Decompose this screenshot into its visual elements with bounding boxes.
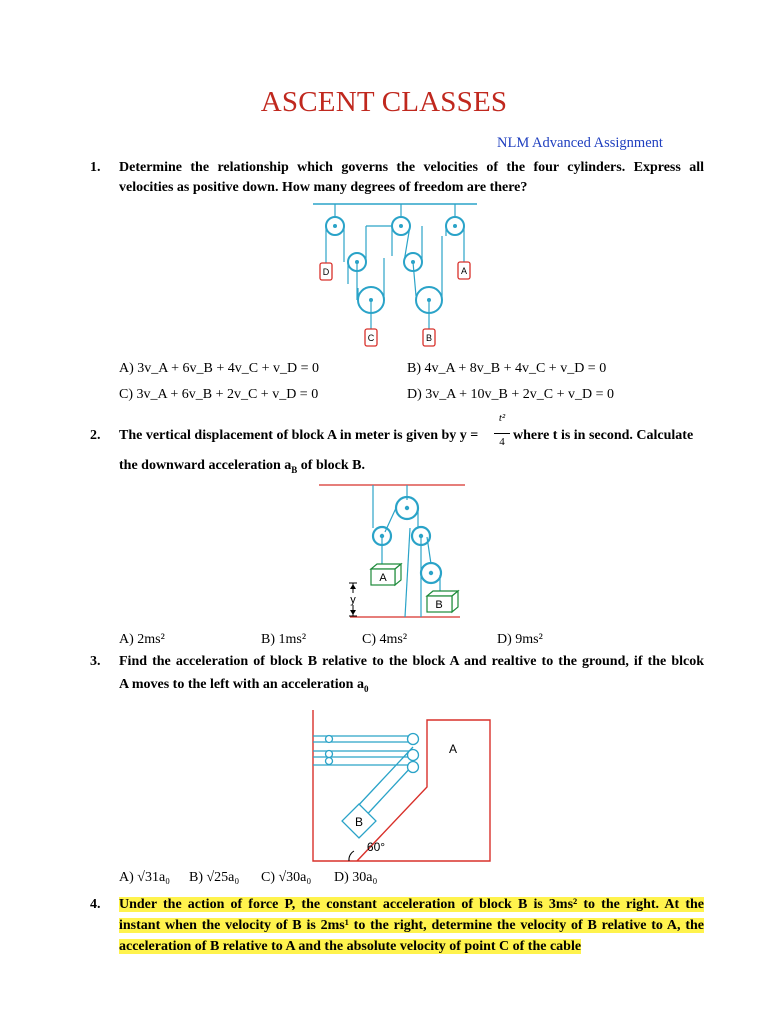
question-number: 2. bbox=[90, 428, 101, 443]
question-1-line-2: velocities as positive down. How many degrees of freedom are there? bbox=[119, 180, 528, 195]
question-2-fraction-bar bbox=[494, 433, 510, 434]
question-3-wedge-figure bbox=[305, 705, 495, 865]
question-2-line-2 bbox=[119, 456, 365, 480]
question-2-option-a: A) 2ms² bbox=[119, 632, 165, 647]
block-a-label: A bbox=[379, 572, 387, 584]
question-2-option-c: C) 4ms² bbox=[362, 632, 408, 647]
question-2-option-b: B) 1ms² bbox=[261, 632, 307, 647]
question-number: 4. bbox=[90, 897, 101, 912]
question-4-line-3: acceleration of B relative to A and the absolute velocity of point C of the cable bbox=[119, 939, 582, 954]
question-3-option-b: B) √25a₀ bbox=[189, 870, 240, 885]
question-2-pulley-figure bbox=[315, 480, 475, 628]
assignment-subtitle: NLM Advanced Assignment bbox=[497, 135, 663, 151]
question-1-line-1: Determine the relationship which governs the velocities of the four cylinders. Express all bbox=[119, 160, 704, 175]
block-label-a: A bbox=[460, 266, 468, 276]
question-2-fraction-numerator: t² bbox=[498, 412, 506, 424]
block-label-c: C bbox=[367, 333, 375, 343]
question-3-option-c: C) √30a₀ bbox=[261, 870, 312, 885]
question-3-line-2-text: A moves to the left with an acceleration a bbox=[119, 677, 364, 692]
block-a-label: A bbox=[448, 742, 458, 756]
question-number: 3. bbox=[90, 654, 101, 669]
question-2-text-part-1: The vertical displacement of block A in meter is given by y = bbox=[119, 428, 479, 443]
block-label-b: B bbox=[425, 333, 433, 343]
displacement-y-label: y bbox=[350, 594, 356, 606]
question-3-line-1: Find the acceleration of block B relative to the block A and realtive to the ground, if the blcok bbox=[119, 654, 704, 669]
question-1-option-a: A) 3v_A + 6v_B + 4v_C + v_D = 0 bbox=[119, 361, 319, 376]
page-title: ASCENT CLASSES bbox=[260, 86, 508, 118]
question-2-text-part-2: where t is in second. Calculate bbox=[513, 428, 694, 443]
question-4-line-2: instant when the velocity of B is 2ms¹ to the right, determine the velocity of B relative to A, the bbox=[119, 918, 704, 933]
question-3-line-2 bbox=[119, 675, 704, 699]
question-3-option-a: A) √31a₀ bbox=[119, 870, 171, 885]
question-2-fraction-denominator: 4 bbox=[499, 436, 505, 448]
question-3-option-d: D) 30a₀ bbox=[334, 870, 378, 885]
block-b-label: B bbox=[435, 599, 443, 611]
question-1-option-d: D) 3v_A + 10v_B + 2v_C + v_D = 0 bbox=[407, 387, 614, 402]
question-1-text bbox=[119, 158, 704, 198]
question-number: 1. bbox=[90, 160, 101, 175]
question-4-line-1: Under the action of force P, the constant acceleration of block B is 3ms² to the right. At the bbox=[119, 897, 704, 912]
block-b-label: B bbox=[354, 815, 364, 829]
question-2-line-2-sub: B bbox=[291, 464, 298, 475]
question-4-text bbox=[119, 894, 704, 957]
question-1-option-c: C) 3v_A + 6v_B + 2v_C + v_D = 0 bbox=[119, 387, 319, 402]
question-2-line-2-end: of block B. bbox=[297, 458, 365, 473]
question-2-option-d: D) 9ms² bbox=[497, 632, 543, 647]
question-1-option-b: B) 4v_A + 8v_B + 4v_C + v_D = 0 bbox=[407, 361, 607, 376]
question-3-text bbox=[119, 652, 704, 699]
question-1-pulley-figure bbox=[305, 196, 495, 356]
question-3-line-2-sub: 0 bbox=[363, 683, 369, 694]
angle-label: 60° bbox=[366, 840, 386, 854]
block-label-d: D bbox=[322, 267, 330, 277]
question-2-line-2-text: the downward acceleration a bbox=[119, 458, 292, 473]
